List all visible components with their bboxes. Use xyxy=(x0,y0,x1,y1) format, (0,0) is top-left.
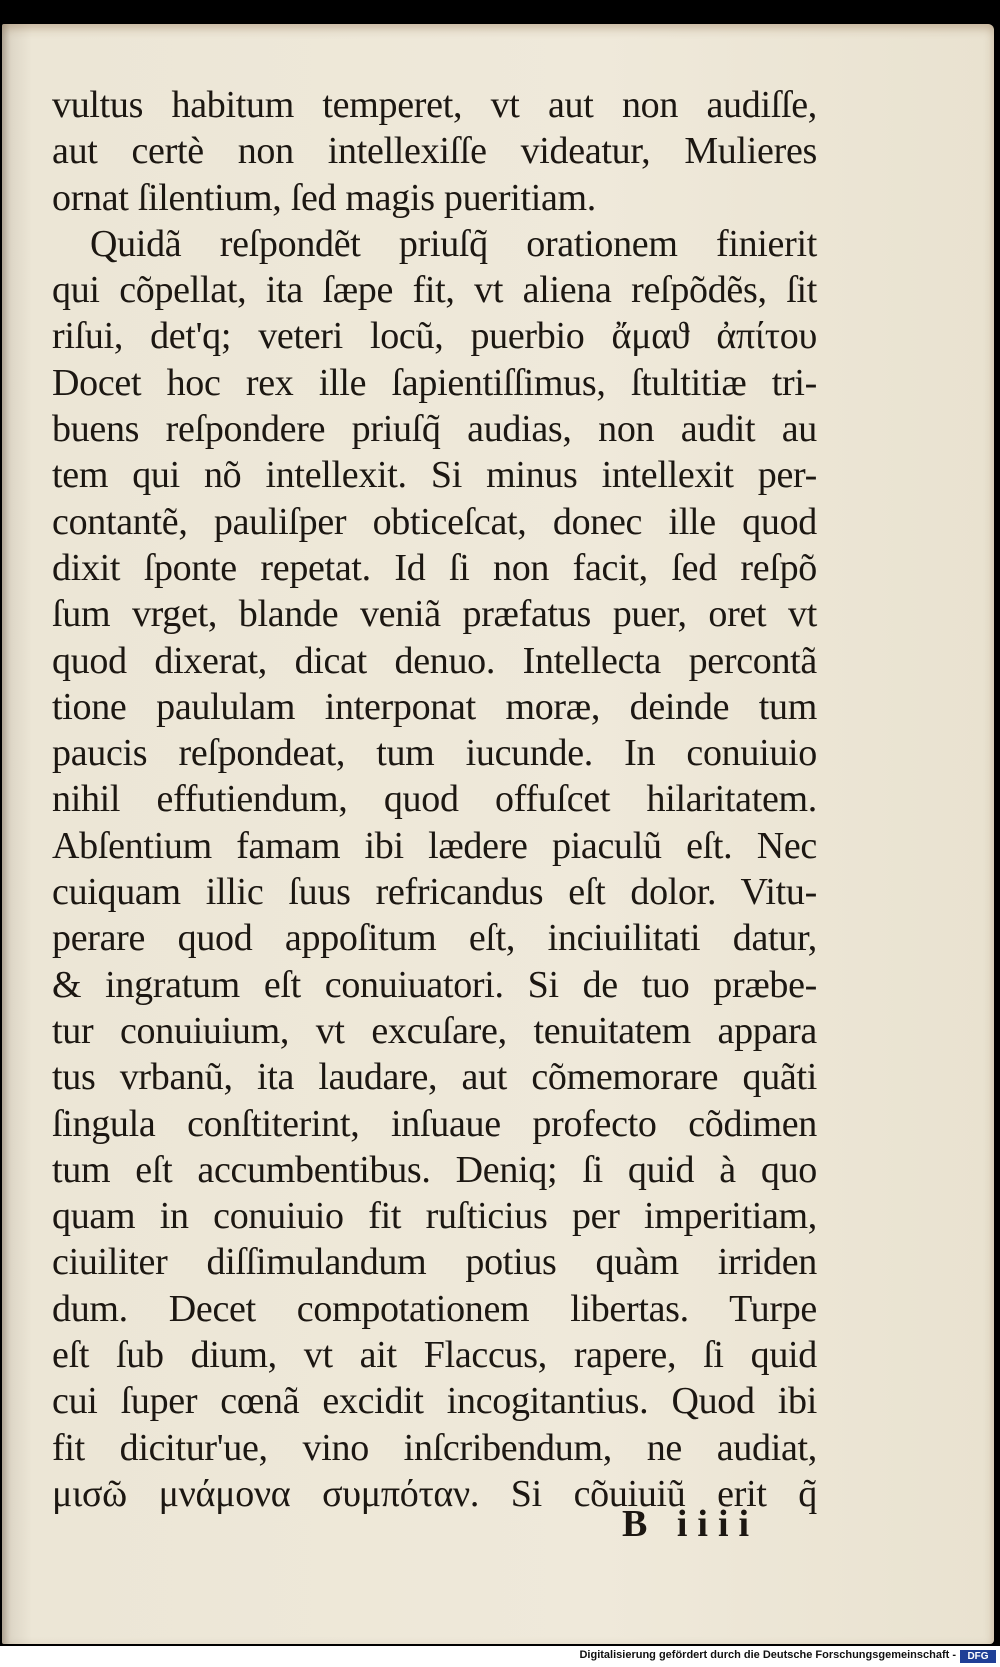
text-line: tum eſt accumbentibus. Deniq; ſi quid à quo xyxy=(52,1148,817,1191)
text-line: perare quod appoſitum eſt, inciuilitati datur, xyxy=(52,917,817,960)
page-text xyxy=(52,82,817,1517)
footer xyxy=(0,1646,1000,1667)
text-line: ciuiliter diſſimulandum potius quàm irriden xyxy=(52,1241,817,1284)
text-line: vultus habitum temperet, vt aut non audiſſe, xyxy=(52,84,817,126)
funding-notice: Digitalisierung gefördert durch die Deutsche Forschungsgemeinschaft - xyxy=(579,1649,956,1661)
text-line: tur conuiuium, vt excuſare, tenuitatem appara xyxy=(52,1009,817,1052)
text-line: tus vrbanũ, ita laudare, aut cõmemorare quãti xyxy=(52,1056,817,1099)
text-line: aut certè non intellexiſſe videatur, Mulieres xyxy=(52,130,817,173)
signature-mark: B iiii xyxy=(622,1503,760,1545)
text-line: cuiquam illic ſuus refricandus eſt dolor. Vitu- xyxy=(52,871,817,914)
text-line: Abſentium famam ibi lædere piaculũ eſt. Nec xyxy=(52,824,817,867)
text-line: tione paululam interponat moræ, deinde tum xyxy=(52,685,817,728)
text-line: ornat ſilentium, ſed magis pueritiam. xyxy=(52,176,597,219)
book-page xyxy=(2,24,994,1644)
text-line: paucis reſpondeat, tum iucunde. In conuiuio xyxy=(52,732,817,775)
text-line: contantẽ, pauliſper obticeſcat, donec ille quod xyxy=(52,500,817,543)
text-line: quam in conuiuio fit ruſticius per imperitiam, xyxy=(52,1195,817,1238)
text-line: eſt ſub dium, vt ait Flaccus, rapere, ſi quid xyxy=(52,1334,817,1377)
text-line: buens reſpondere priuſq̃ audias, non audit au xyxy=(52,408,817,451)
text-line: riſui, det'q; veteri locũ, puerbio ἄμαϑ ἀπίτου xyxy=(52,315,817,358)
text-line: Quidã reſpondẽt priuſq̃ orationem finierit xyxy=(90,222,817,265)
text-line: Docet hoc rex ille ſapientiſſimus, ſtultitiæ tri- xyxy=(52,361,817,404)
text-line: μισῶ μνάμονα συμπόταν. Si cõuiuiũ erit q̃ xyxy=(52,1472,817,1515)
text-line: dixit ſponte repetat. Id ſi non facit, ſed reſpõ xyxy=(52,546,817,589)
text-line: dum. Decet compotationem libertas. Turpe xyxy=(52,1287,817,1330)
dfg-logo: DFG xyxy=(960,1650,996,1663)
text-line: fit dicitur'ue, vino inſcribendum, ne audiat, xyxy=(52,1426,817,1469)
text-line: cui ſuper cœnã excidit incogitantius. Quod ibi xyxy=(52,1380,817,1423)
text-line: & ingratum eſt conuiuatori. Si de tuo præbe- xyxy=(52,963,817,1006)
text-line: tem qui nõ intellexit. Si minus intellexit per- xyxy=(52,454,817,497)
text-line: ſingula conſtiterint, inſuaue profecto cõdimen xyxy=(52,1102,817,1145)
text-line: ſum vrget, blande veniã præfatus puer, oret vt xyxy=(52,593,817,636)
text-line: nihil effutiendum, quod offuſcet hilaritatem. xyxy=(52,778,817,821)
text-line: qui cõpellat, ita ſæpe fit, vt aliena reſpõdẽs, ſit xyxy=(52,269,817,312)
text-line: quod dixerat, dicat denuo. Intellecta percontã xyxy=(52,639,817,682)
